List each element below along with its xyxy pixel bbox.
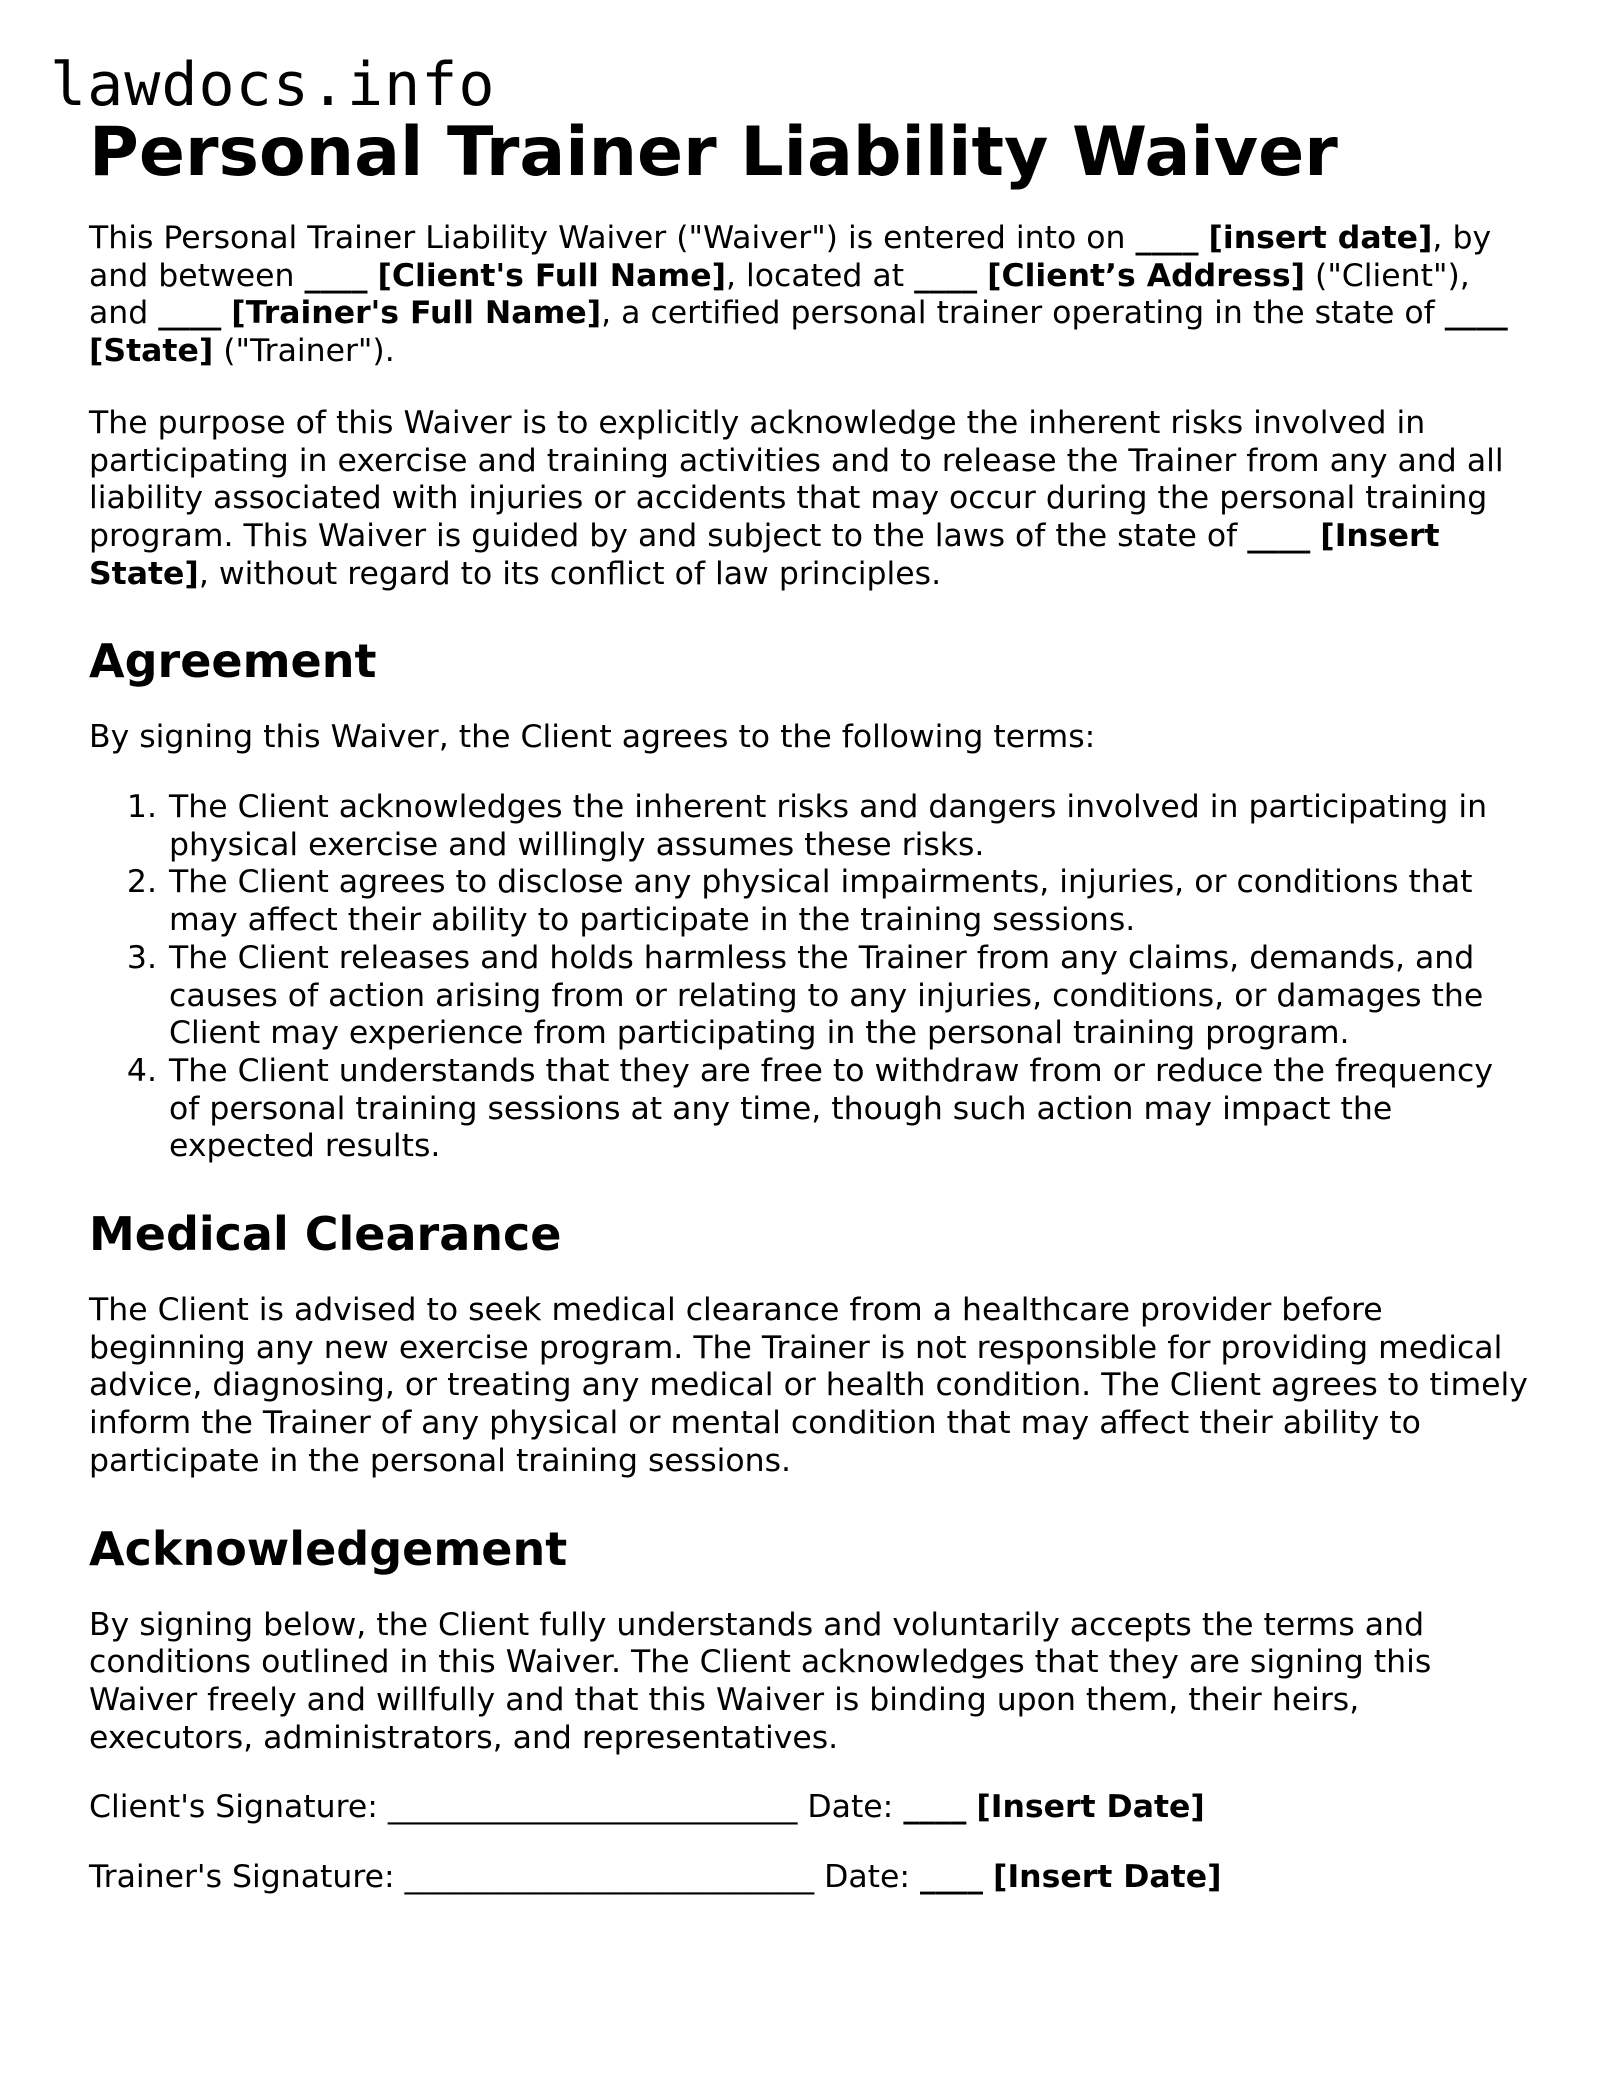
intro-text-5: , a certified personal trainer operating in the state of (601, 295, 1445, 332)
intro-blank-2: ____ (304, 257, 368, 294)
trainer-signature-field[interactable]: __________________________ (404, 1859, 815, 1896)
agreement-term-2: 2. The Client agrees to disclose any physical impairments, injuries, or conditions that may affect their ability to participate in the training sessions. (167, 864, 1529, 939)
intro-client-address-field: [Client’s Address] (987, 257, 1306, 294)
agreement-intro: By signing this Waiver, the Client agrees to the following terms: (89, 719, 1096, 756)
intro-text-3: , located at (726, 257, 915, 294)
client-signature-label: Client's Signature: (89, 1789, 388, 1826)
site-watermark: lawdocs.info (50, 50, 496, 120)
intro-date-field: [insert date] (1208, 220, 1433, 256)
purpose-blank: ____ (1247, 517, 1311, 554)
intro-blank-5: ____ (1444, 295, 1508, 332)
intro-state-field: [State] (89, 333, 214, 370)
document-page (89, 110, 1529, 1897)
acknowledgement-heading: Acknowledgement (89, 1521, 568, 1576)
intro-text-2: , by and between (89, 220, 1492, 294)
intro-paragraph (89, 220, 1529, 371)
trainer-date-label: Date: (814, 1859, 921, 1896)
trainer-date-field: [Insert Date] (993, 1859, 1222, 1896)
document-title: Personal Trainer Liability Waiver (89, 113, 1338, 192)
agreement-heading: Agreement (89, 634, 377, 689)
purpose-text-2: , without regard to its conflict of law principles. (198, 555, 942, 592)
intro-trainer-name-field: [Trainer's Full Name] (231, 295, 602, 332)
intro-client-name-field: [Client's Full Name] (377, 257, 726, 294)
intro-text-6: ("Trainer"). (213, 333, 395, 370)
agreement-term-1: 1. The Client acknowledges the inherent risks and dangers involved in participating in physical exercise and willingly assumes these risks. (167, 789, 1529, 864)
medical-clearance-paragraph: The Client is advised to seek medical clearance from a healthcare provider before beginning any new exercise program. The Trainer is not responsible for providing medical advice, diagnosing, or treating any medical or health condition. The Client agrees to timely inform the Trainer of any physical or mental condition that may affect their ability to participate in the personal training sessions. (89, 1292, 1528, 1479)
trainer-signature-line (89, 1859, 1529, 1897)
client-date-field: [Insert Date] (976, 1789, 1205, 1826)
purpose-state-field: [Insert State] (89, 517, 1440, 592)
intro-text-4: ("Client"), and (89, 257, 1470, 332)
intro-blank-1: ____ (1135, 220, 1199, 256)
client-date-label: Date: (797, 1789, 904, 1826)
intro-text-1: This Personal Trainer Liability Waiver ("Waiver") is entered into on (89, 220, 1136, 256)
client-signature-line (89, 1789, 1529, 1827)
acknowledgement-paragraph: By signing below, the Client fully understands and voluntarily accepts the terms and conditions outlined in this Waiver. The Client acknowledges that they are signing this Waiver freely and willfully and that this Waiver is binding upon them, their heirs, executors, administrators, and representatives. (89, 1606, 1432, 1756)
purpose-paragraph (89, 405, 1529, 594)
client-date-blank[interactable]: ____ (903, 1789, 967, 1826)
medical-clearance-heading: Medical Clearance (89, 1207, 562, 1262)
trainer-date-blank[interactable]: ____ (920, 1859, 984, 1896)
agreement-terms-list (89, 789, 1529, 1166)
purpose-text-1: The purpose of this Waiver is to explicitly acknowledge the inherent risks involved in participating in exercise and training activities and to release the Trainer from any and all liability associated with injuries or accidents that may occur during the personal training program. This Waiver is guided by and subject to the laws of the state of (89, 404, 1504, 554)
agreement-term-4: 4. The Client understands that they are free to withdraw from or reduce the frequency of personal training sessions at any time, though such action may impact the expected results. (167, 1053, 1529, 1166)
agreement-term-3: 3. The Client releases and holds harmless the Trainer from any claims, demands, and causes of action arising from or relating to any injuries, conditions, or damages the Client may experience from participating in the personal training program. (167, 940, 1529, 1053)
client-signature-field[interactable]: __________________________ (387, 1789, 798, 1826)
intro-blank-4: ____ (158, 295, 222, 332)
intro-blank-3: ____ (914, 257, 978, 294)
trainer-signature-label: Trainer's Signature: (89, 1859, 405, 1896)
